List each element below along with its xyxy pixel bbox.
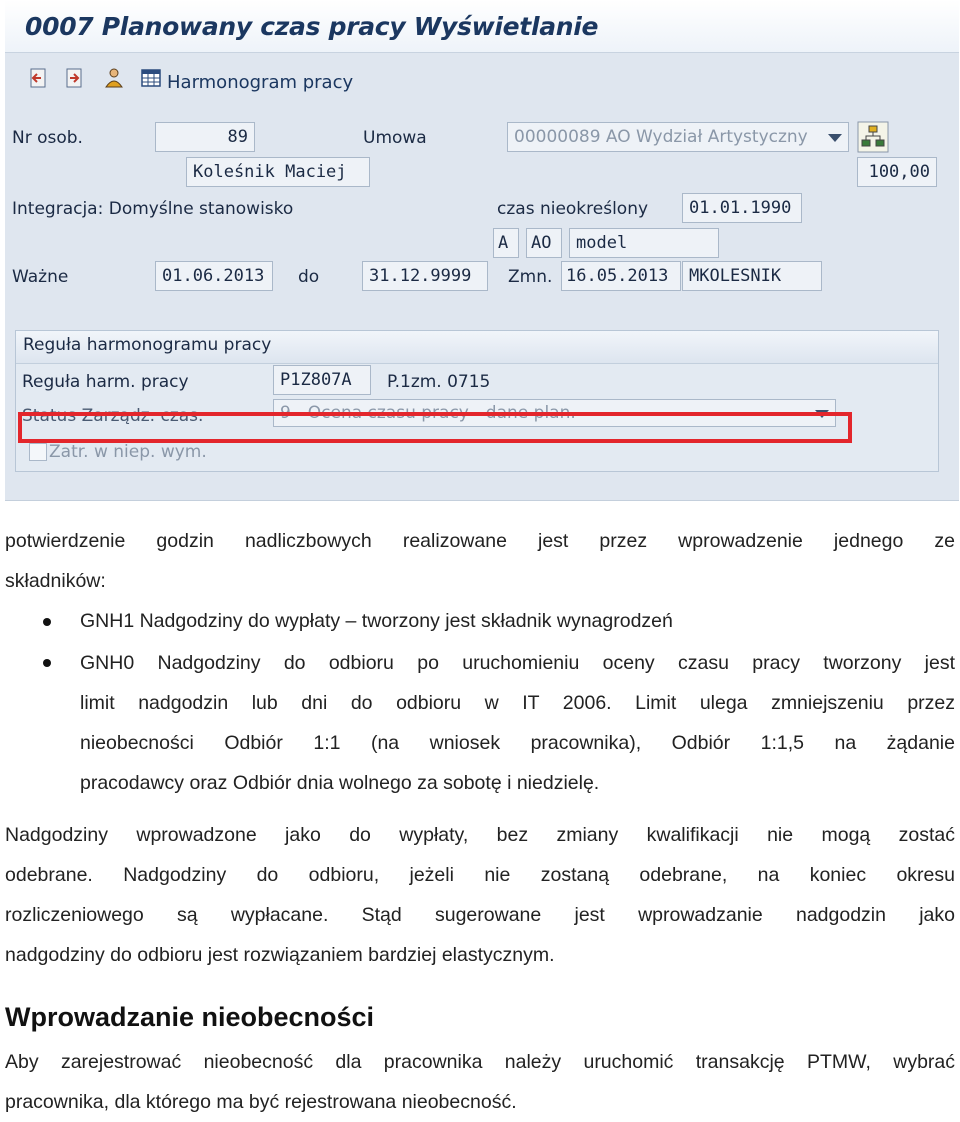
rule-label: Reguła harm. pracy <box>22 372 189 392</box>
bullet-2-line-3: nieobecności Odbiór 1:1 (na wniosek pracownika), Odbiór 1:1,5 na żądanie <box>80 732 955 754</box>
bullet-icon <box>43 618 51 626</box>
paragraph-1-line-1: potwierdzenie godzin nadliczbowych realizowane jest przez wprowadzenie jednego ze <box>5 530 955 552</box>
valid-label: Ważne <box>12 267 69 287</box>
bullet-1-line-1: GNH1 Nadgodziny do wypłaty – tworzony jest składnik wynagrodzeń <box>80 610 673 632</box>
paragraph-1-line-2: składników: <box>5 570 106 592</box>
contract-date-field[interactable]: 01.01.1990 <box>682 193 802 223</box>
contract-value: 00000089 AO Wydział Artystyczny <box>514 127 808 147</box>
group-header <box>16 331 938 364</box>
highlight-box <box>18 412 852 443</box>
previous-record-icon[interactable] <box>27 67 49 89</box>
paragraph-2-line-1: Nadgodziny wprowadzone jako do wypłaty, bez zmiany kwalifikacji nie mogą zostać <box>5 824 955 846</box>
contract-type-label: czas nieokreślony <box>497 199 649 219</box>
paragraph-2-line-3: rozliczeniowego są wypłacane. Stąd sugerowane jest wprowadzanie nadgodzin jako <box>5 904 955 926</box>
paragraph-2-line-4: nadgodziny do odbioru jest rozwiązaniem bardziej elastycznym. <box>5 944 555 966</box>
code-a-field[interactable]: A <box>493 228 519 258</box>
sap-screenshot <box>5 0 959 501</box>
contract-dropdown[interactable] <box>507 122 849 152</box>
person-icon[interactable] <box>103 67 125 89</box>
work-schedule-icon[interactable] <box>140 67 162 89</box>
valid-from-field[interactable]: 01.06.2013 <box>155 261 273 291</box>
application-toolbar <box>5 60 959 102</box>
pers-no-label: Nr osob. <box>12 128 83 148</box>
code-ao-field[interactable]: AO <box>526 228 562 258</box>
bullet-2-line-2: limit nadgodzin lub dni do odbioru w IT 2006. Limit ulega zmniejszeniu przez <box>80 692 955 714</box>
paragraph-3-line-1: Aby zarejestrować nieobecność dla pracownika należy uruchomić transakcję PTMW, wybrać <box>5 1051 955 1073</box>
changed-by-field[interactable]: MKOLESNIK <box>682 261 822 291</box>
bullet-2-line-4: pracodawcy oraz Odbiór dnia wolnego za sobotę i niedzielę. <box>80 772 600 794</box>
paragraph-3-line-2: pracownika, dla którego ma być rejestrowana nieobecność. <box>5 1091 517 1113</box>
chevron-down-icon <box>828 134 842 142</box>
pers-no-field[interactable]: 89 <box>155 122 255 152</box>
status-value: 9 - Ocena czasu pracy - dane plan. <box>280 403 576 423</box>
rule-description: P.1zm. 0715 <box>387 372 491 392</box>
part-time-label: Zatr. w niep. wym. <box>49 442 207 462</box>
status-label: Status Zarządz. czas. <box>22 406 204 426</box>
section-heading: Wprowadzanie nieobecności <box>5 1002 375 1032</box>
work-schedule-button[interactable]: Harmonogram pracy <box>167 72 354 93</box>
next-record-icon[interactable] <box>63 67 85 89</box>
changed-date-field[interactable]: 16.05.2013 <box>561 261 681 291</box>
bullet-2-line-1: GNH0 Nadgodziny do odbioru po uruchomieniu oceny czasu pracy tworzony jest <box>80 652 955 674</box>
group-title: Reguła harmonogramu pracy <box>23 335 272 355</box>
code-model-field[interactable]: model <box>569 228 719 258</box>
to-label: do <box>298 267 320 287</box>
window-title-bar <box>5 0 959 53</box>
bullet-icon <box>43 659 51 667</box>
contract-label: Umowa <box>363 128 427 148</box>
rule-field[interactable]: P1Z807A <box>273 365 371 395</box>
changed-label: Zmn. <box>508 267 553 287</box>
part-time-checkbox[interactable] <box>29 443 47 461</box>
employee-name-field[interactable]: Koleśnik Maciej <box>186 157 370 187</box>
paragraph-2-line-2: odebrane. Nadgodziny do odbioru, jeżeli nie zostaną odebrane, na koniec okresu <box>5 864 955 886</box>
org-structure-icon[interactable] <box>857 121 889 153</box>
integration-label: Integracja: Domyślne stanowisko <box>12 199 294 219</box>
valid-to-field[interactable]: 31.12.9999 <box>362 261 488 291</box>
percent-field[interactable]: 100,00 <box>857 157 937 187</box>
window-title: 0007 Planowany czas pracy Wyświetlanie <box>25 12 599 41</box>
